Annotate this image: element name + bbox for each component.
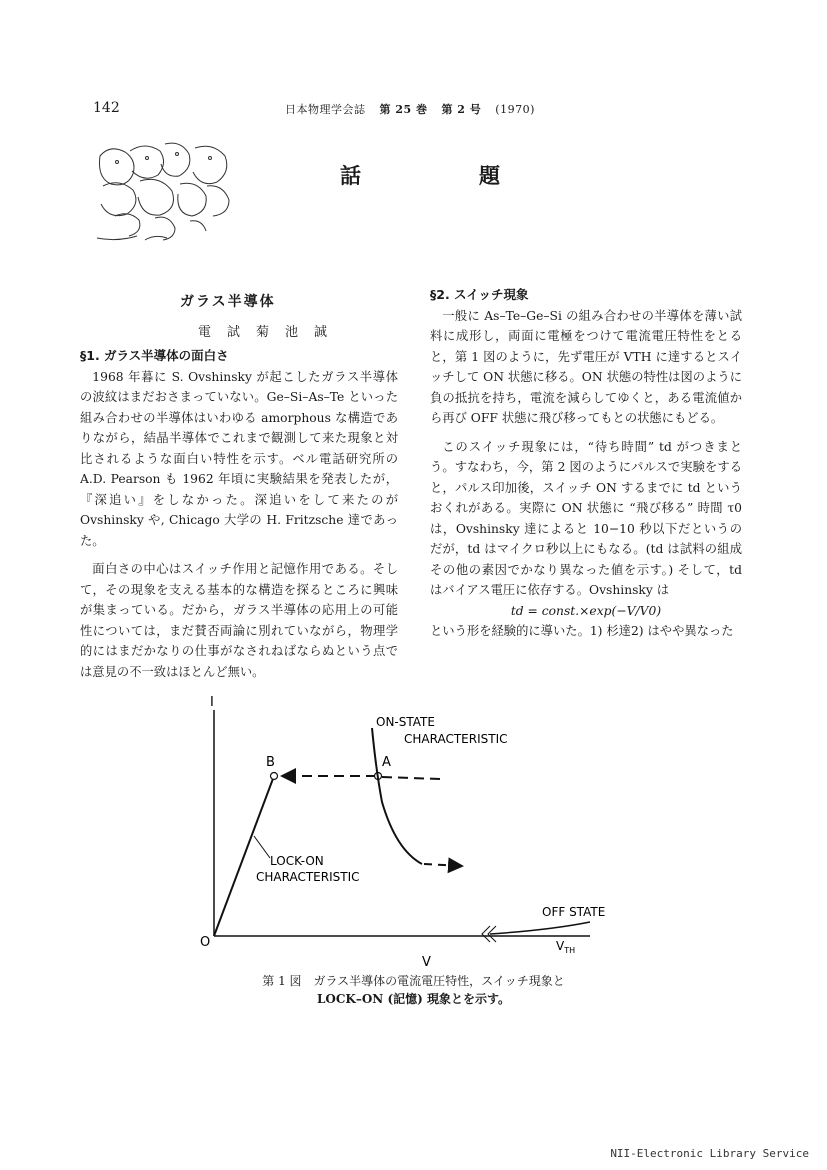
on-state-curve bbox=[372, 728, 422, 864]
right-paragraph-1: 一般に As–Te–Ge–Si の組み合わせの半導体を薄い試料に成形し，両面に電極をつけて電流電圧特性をとると，第 1 図のように，先ず電圧が VTH に達するとスイッチして ON 状態に移る。ON 状態の特性は図のように負の抵抗を持ち，電流を減らしてゆくと，ある電流値から再び OFF 状態に飛び移ってもとの状態にもどる。 bbox=[430, 308, 742, 425]
on-state-dashed-tail bbox=[424, 864, 462, 866]
off-state-label: OFF STATE bbox=[542, 905, 606, 919]
section-title bbox=[340, 160, 500, 190]
vth-label: $V_{TH}$ bbox=[556, 939, 576, 955]
section-title-char2: 題 bbox=[479, 163, 500, 188]
point-b-label: B bbox=[266, 755, 275, 770]
on-state-label-1: ON-STATE bbox=[376, 715, 435, 729]
section-title-char1: 話 bbox=[340, 163, 361, 188]
x-axis-label: V bbox=[422, 955, 431, 970]
animal-sketch-illustration bbox=[95, 136, 240, 244]
issue: 第 2 号 bbox=[441, 103, 482, 116]
on-state-label-2: CHARACTERISTIC bbox=[404, 732, 508, 746]
caption-line-1: 第 1 図 ガラス半導体の電流電圧特性，スイッチ現象と bbox=[262, 974, 565, 988]
figure-1-iv-characteristic bbox=[190, 690, 650, 970]
journal-name: 日本物理学会誌 bbox=[285, 103, 366, 116]
lock-on-pointer bbox=[254, 836, 270, 858]
off-state-curve bbox=[490, 922, 590, 934]
article-author: 電試菊池誠 bbox=[198, 325, 344, 340]
right-column bbox=[430, 285, 742, 642]
point-b bbox=[271, 773, 278, 780]
footer-service-label: NII-Electronic Library Service bbox=[610, 1147, 809, 1160]
section-1-heading: §1. ガラス半導体の面白さ bbox=[80, 348, 229, 363]
running-header bbox=[285, 101, 545, 117]
page-number: 142 bbox=[93, 100, 120, 116]
switch-dashed-extension bbox=[382, 777, 440, 779]
lock-on-label-1: LOCK-ON bbox=[270, 854, 324, 868]
lock-on-line bbox=[214, 776, 274, 936]
left-column bbox=[80, 346, 398, 682]
equation: td = const.×exp(−V/V0) bbox=[510, 603, 662, 618]
origin-label: O bbox=[200, 935, 211, 950]
year: (1970) bbox=[495, 103, 535, 116]
caption-line-2: LOCK–ON (記憶) 現象とを示す。 bbox=[316, 992, 511, 1006]
volume: 第 25 巻 bbox=[379, 103, 428, 116]
figure-caption bbox=[0, 972, 827, 1008]
point-a-label: A bbox=[382, 755, 391, 770]
y-axis-label: I bbox=[210, 695, 214, 710]
right-paragraph-2: このスイッチ現象には，“待ち時間” td がつきまとう。すなわち，今，第 2 図のようにパルスで実験をすると，パルス印加後，スイッチ ON するまでに td というおくれがある。実際に ON 状態に “飛び移る” 時間 τ0 は，Ovshinsky 達によると 10−10 秒以下だというのだが，td はマイクロ秒以上にもなる。(td は試料の組成その他の素因でかなり異なった値を示す。) そして，td はバイアス電圧に依存する。Ovshinsky は bbox=[430, 439, 742, 597]
left-paragraph-2: 面白さの中心はスイッチ作用と記憶作用である。そして，その現象を支える基本的な構造を探るところに興味が集まっている。だから，ガラス半導体の応用上の可能性については，まだ賛否両論に別れていながら，物理学的にはまだかなりの仕事がなされねばならぬという点では意見の不一致はほとんど無い。 bbox=[80, 562, 398, 679]
right-paragraph-3: という形を経験的に導いた。1) 杉達2) はやや異なった bbox=[430, 624, 734, 638]
left-paragraph-1: 1968 年暮に S. Ovshinsky が起こしたガラス半導体の波紋はまだおさまっていない。Ge–Si–As–Te といった組み合わせの半導体はいわゆる amorphous な構造でありながら，結晶半導体でこれまで観測して来た現象と対比されるような面白い特性を示す。ベル電話研究所の A.D. Pearson も 1962 年頃に実験結果を発表したが，『深追い』をしなかった。深追いをして来たのが Ovshinsky や, Chicago 大学の H. Fritzsche 達であった。 bbox=[80, 369, 398, 548]
lock-on-label-2: CHARACTERISTIC bbox=[256, 870, 360, 884]
section-2-heading: §2. スイッチ現象 bbox=[430, 287, 529, 302]
article-title: ガラス半導体 bbox=[180, 294, 276, 310]
